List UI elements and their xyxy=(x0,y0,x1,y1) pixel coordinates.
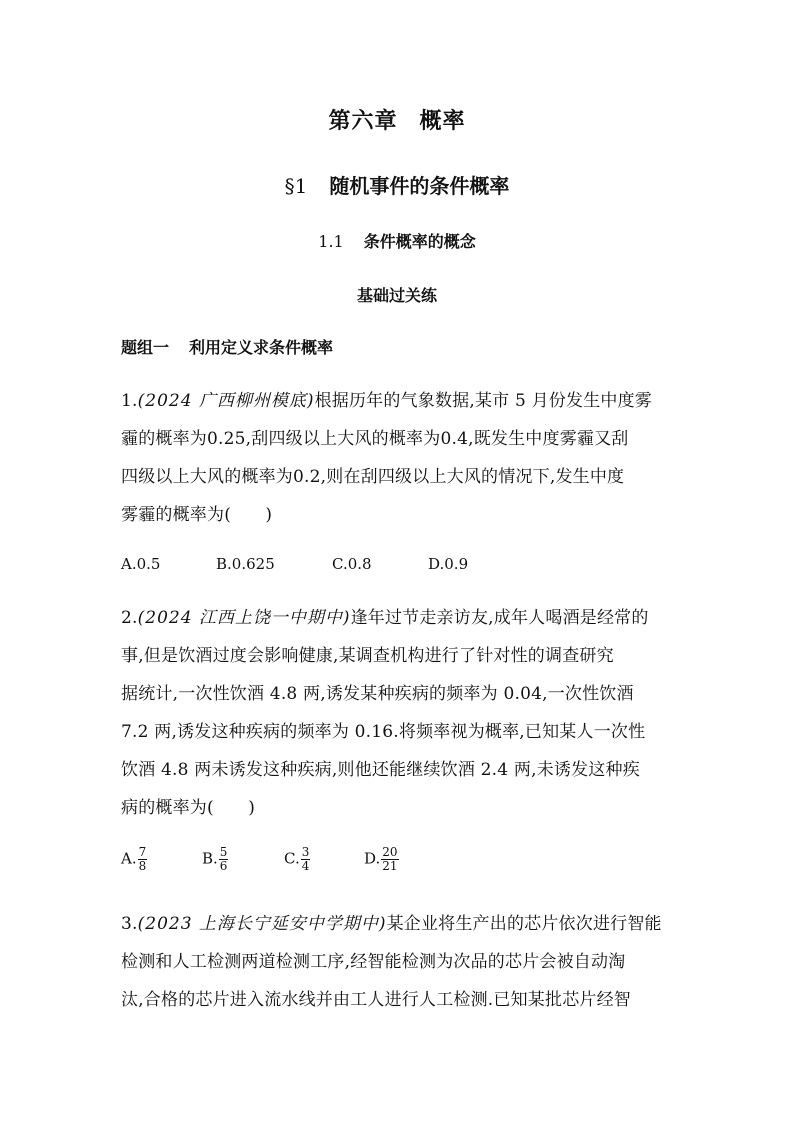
practice-title: 基础过关练 xyxy=(356,286,437,305)
option-label: B. xyxy=(202,849,218,868)
fraction-denominator: 8 xyxy=(138,859,147,873)
option-label: A. xyxy=(121,849,137,868)
option-c xyxy=(284,846,310,873)
question-2-line-3: 据统计,一次性饮酒 4.8 两,诱发某种疾病的频率为 0.04,一次性饮酒 xyxy=(121,684,634,704)
fraction-denominator: 21 xyxy=(382,859,398,873)
option-d: D.0.9 xyxy=(428,555,469,573)
fraction-numerator: 3 xyxy=(301,845,310,859)
question-2-line-1 xyxy=(121,603,649,628)
question-3-line-2: 检测和人工检测两道检测工序,经智能检测为次品的芯片会被自动淘 xyxy=(121,952,626,972)
chapter-number: 第六章 xyxy=(328,108,398,134)
option-c: C.0.8 xyxy=(332,555,372,573)
option-b xyxy=(202,846,228,873)
group-title xyxy=(121,335,333,358)
fraction xyxy=(301,846,311,873)
option-b: B.0.625 xyxy=(216,555,275,573)
question-2-line-2: 事,但是饮酒过度会影响健康,某调查机构进行了针对性的调查研究 xyxy=(121,646,614,666)
subsection-name: 条件概率的概念 xyxy=(363,232,476,251)
question-3-line-1 xyxy=(121,909,662,934)
chapter-name: 概率 xyxy=(419,108,466,134)
option-a xyxy=(121,846,147,873)
question-1-line-4: 雾霾的概率为( ) xyxy=(121,505,273,525)
question-2-line-6: 病的概率为( ) xyxy=(121,798,256,818)
fraction-numerator: 20 xyxy=(382,845,398,859)
question-text: 某企业将生产出的芯片依次进行智能 xyxy=(386,914,662,934)
section-title xyxy=(0,170,794,199)
fraction-numerator: 7 xyxy=(138,845,147,859)
subsection-number: 1.1 xyxy=(318,232,344,251)
fraction-denominator: 4 xyxy=(301,859,310,873)
question-source: (2023 上海长宁延安中学期中) xyxy=(137,914,387,934)
question-text: 根据历年的气象数据,某市 5 月份发生中度雾 xyxy=(314,391,652,411)
question-1-line-2: 霾的概率为0.25,刮四级以上大风的概率为0.4,既发生中度雾霾又刮 xyxy=(121,429,629,449)
question-3-line-3: 汰,合格的芯片进入流水线并由工人进行人工检测.已知某批芯片经智 xyxy=(121,990,632,1010)
fraction-denominator: 6 xyxy=(219,859,228,873)
fraction xyxy=(138,846,148,873)
question-source: (2024 江西上饶一中期中) xyxy=(137,608,351,628)
question-source: (2024 广西柳州模底) xyxy=(137,391,315,411)
fraction xyxy=(219,846,229,873)
chapter-title xyxy=(0,104,794,135)
group-name: 利用定义求条件概率 xyxy=(189,338,334,357)
option-a: A.0.5 xyxy=(121,555,161,573)
question-2-line-5: 饮酒 4.8 两未诱发这种疾病,则他还能继续饮酒 2.4 两,未诱发这种疾 xyxy=(121,760,640,780)
group-number: 题组一 xyxy=(121,338,170,357)
question-number: 1. xyxy=(121,391,138,411)
option-label: C. xyxy=(284,849,300,868)
fraction xyxy=(381,846,398,873)
option-d xyxy=(364,846,399,873)
question-text: 逢年过节走亲访友,成年人喝酒是经常的 xyxy=(350,608,649,628)
option-label: D. xyxy=(364,849,381,868)
question-number: 2. xyxy=(121,608,138,628)
section-name: 随机事件的条件概率 xyxy=(329,174,510,198)
subsection-title xyxy=(0,229,794,252)
question-1-line-1 xyxy=(121,386,652,411)
question-1-line-3: 四级以上大风的概率为0.2,则在刮四级以上大风的情况下,发生中度 xyxy=(121,467,625,487)
fraction-numerator: 5 xyxy=(219,845,228,859)
question-number: 3. xyxy=(121,914,138,934)
question-2-line-4: 7.2 两,诱发这种疾病的频率为 0.16.将频率视为概率,已知某人一次性 xyxy=(121,722,646,742)
section-number: §1 xyxy=(284,174,308,198)
